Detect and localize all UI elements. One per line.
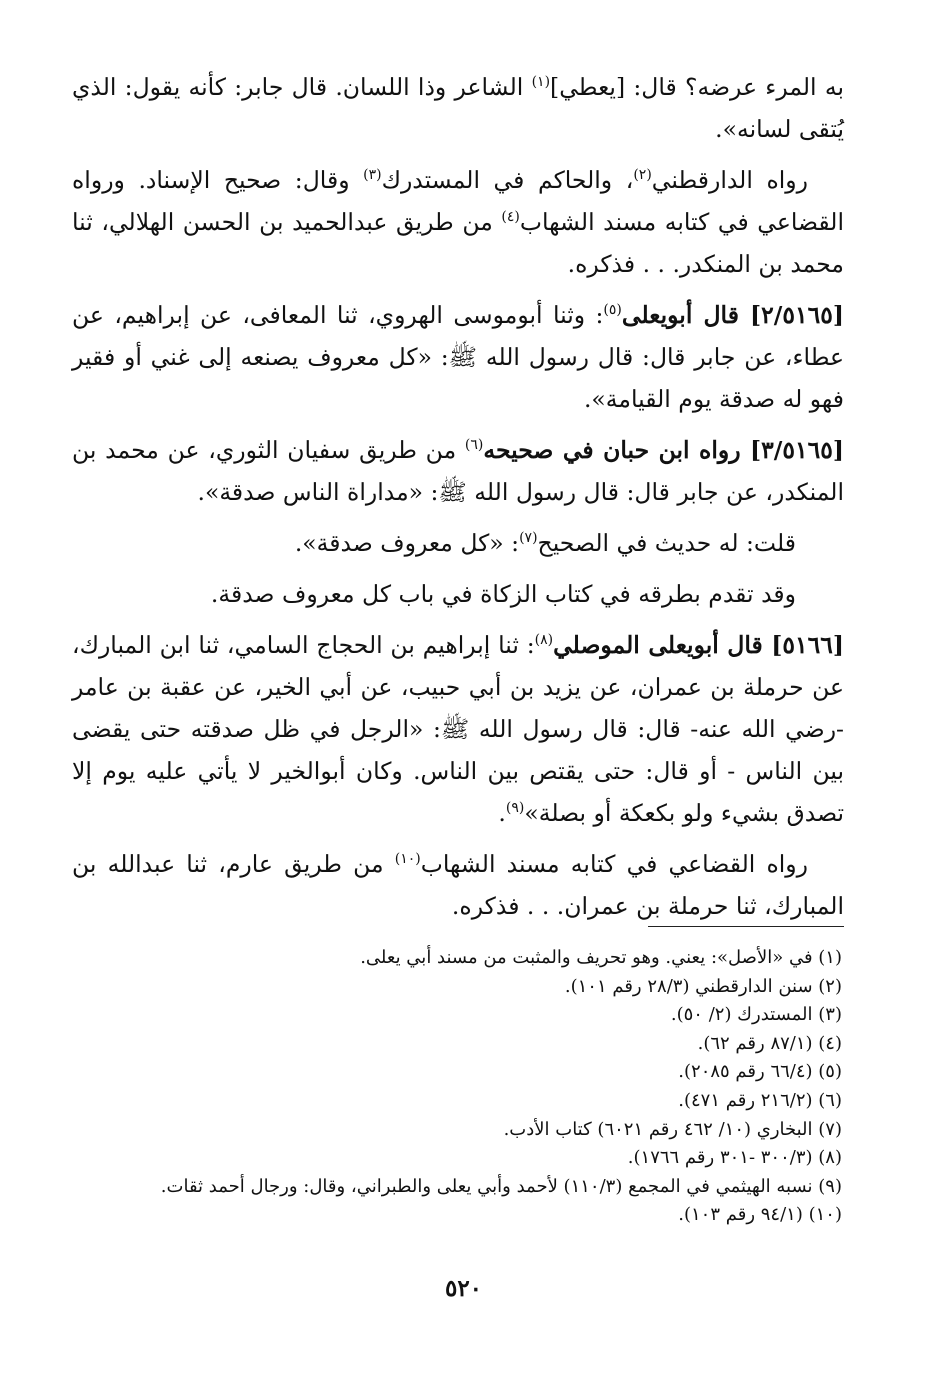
footnote-ref: (٥) [603,302,622,319]
text-run: ، والحاكم في المستدرك [381,166,634,194]
footnote-7: (٧) البخاري (١٠/ ٤٦٢ رقم ٦٠٢١) كتاب الأدب. [503,1118,842,1140]
hadith-5165-2 [72,294,844,420]
text-run: من طريق عبدالحميد بن الحسن الهلالي، ثنا محمد بن المنكدر. . . فذكره. [72,208,844,278]
text-run: : ثنا إبراهيم بن الحجاج السامي، ثنا ابن المبارك، عن حرملة بن عمران، عن يزيد بن أبي حبيب، عن أبي الخير، عن عقبة بن عامر -رضي الله عنه- قال: قال رسول الله ﷺ: «الرجل في ظل صدقته حتى يقضى بين الناس - أو قال: حتى يقتص بين الناس. وكان أبوالخير لا يأتي عليه يوم إلا تصدق بشيء ولو بكعكة أو بصلة» [72,631,844,827]
hadith-heading: [٥١٦٦] قال أبويعلى الموصلي [553,631,844,659]
hadith-heading: [٢/٥١٦٥] قال أبويعلى [621,301,844,329]
page-number: ٥٢٠ [444,1275,483,1302]
footnote-2: (٢) سنن الدارقطني (٢٨/٣ رقم ١٠١). [564,975,842,997]
text-run: الشاعر وذا اللسان. قال جابر: كأنه يقول: الذي يُتقى لسانه». [72,73,844,143]
text-run: من طريق سفيان الثوري، عن محمد بن المنكدر، عن جابر قال: قال رسول الله ﷺ: «مداراة الناس صدقة». [72,436,844,506]
text-run: . [498,799,506,827]
footnote-ref: (٤) [501,209,520,226]
footnote-ref: (١) [531,74,551,91]
paragraph-last [72,843,844,927]
paragraph-cross-ref [72,573,844,615]
paragraph-2 [72,159,844,285]
footnote-10: (١٠) (٩٤/١ رقم ١٠٣). [678,1204,842,1226]
text-run: : «كل معروف صدقة». [294,529,520,557]
hadith-5165-3 [72,429,844,513]
hadith-heading: [٣/٥١٦٥] رواه ابن حبان في صحيحه [483,436,844,464]
text-run: : وثنا أبوموسى الهروي، ثنا المعافى، عن إبراهيم، عن عطاء، عن جابر قال: قال رسول الله ﷺ: «كل معروف يصنعه إلى غني أو فقير فهو له صدقة يوم القيامة». [72,301,845,413]
footnote-ref: (١٠) [394,851,421,868]
footnotes [72,944,842,1230]
text-run: رواه الدارقطني [651,166,808,194]
text-run: قلت: له حديث في الصحيح [537,529,796,557]
footnote-separator [648,926,844,927]
footnote-4: (٤) (٨٧/١ رقم ٦٢). [697,1032,842,1054]
footnote-ref: (٧) [519,530,538,547]
footnote-6: (٦) (٢١٦/٢ رقم ٤٧١). [678,1089,842,1111]
text-run: رواه القضاعي في كتابه مسند الشهاب [420,850,808,878]
footnote-1: (١) في «الأصل»: يعني. وهو تحريف والمثبت من مسند أبي يعلى. [360,947,842,968]
text-run: به المرء عرضه؟ قال: [يعطي] [550,73,844,101]
footnote-5: (٥) (٦٦/٤ رقم ٢٠٨٥). [678,1061,842,1083]
text-run: وقال: صحيح الإسناد. ورواه القضاعي في كتابه مسند الشهاب [72,166,844,236]
footnote-8: (٨) (٣٠٠/٣ -٣٠١ رقم ١٧٦٦). [627,1147,842,1169]
paragraph-note [72,522,844,564]
footnote-ref: (٣) [363,167,382,184]
footnote-ref: (٦) [464,437,484,454]
footnote-ref: (٩) [505,800,525,817]
text-run: من طريق عارم، ثنا عبدالله بن المبارك، ثنا حرملة بن عمران. . . فذكره. [72,850,844,920]
footnote-9: (٩) نسبه الهيثمي في المجمع (١١٠/٣) لأحمد وأبي يعلى والطبراني، وقال: ورجال أحمد ثقات. [160,1175,842,1197]
footnote-ref: (٢) [633,167,652,184]
hadith-5166 [72,624,844,834]
main-text [72,66,844,936]
footnote-3: (٣) المستدرك (٢/ ٥٠). [670,1004,842,1026]
paragraph-1 [72,66,844,150]
text-run: وقد تقدم بطرقه في كتاب الزكاة في باب كل معروف صدقة. [210,580,796,608]
footnote-ref: (٨) [534,632,554,649]
